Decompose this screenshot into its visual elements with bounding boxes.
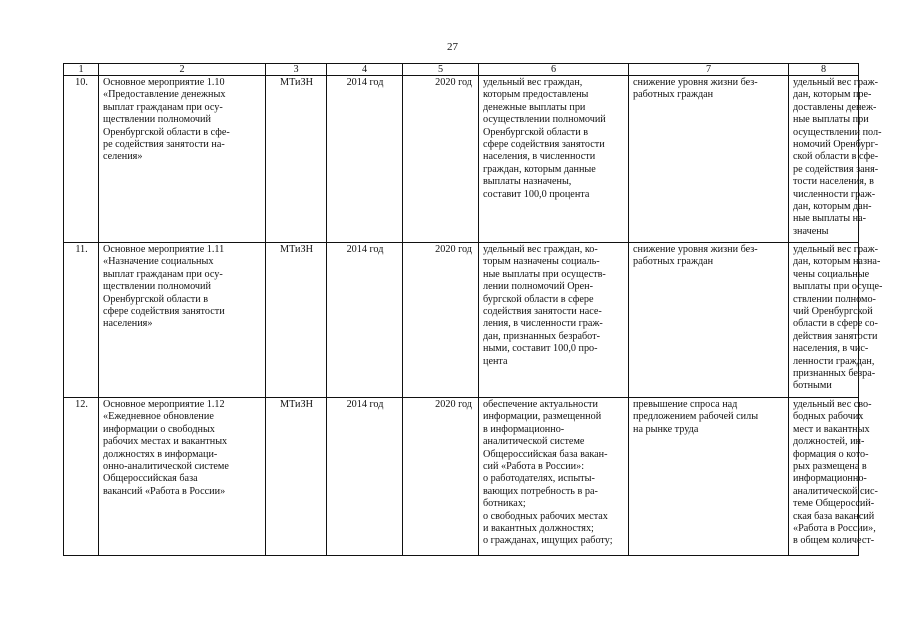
text-line: выплаты при осуще- <box>793 281 883 293</box>
text-line: сий «Работа в России»: <box>483 461 585 473</box>
text-line: мест и вакантных <box>793 423 870 435</box>
text-line: составит 100,0 процента <box>483 188 590 200</box>
text-line: в информационно- <box>483 423 565 435</box>
text-line: о свободных рабочих местах <box>483 510 608 522</box>
text-line: и вакантных должностях; <box>483 523 594 535</box>
text-line: которым предоставлены <box>483 89 589 101</box>
text-line: населения, в чис- <box>793 343 869 355</box>
text-line: работных граждан <box>633 256 714 268</box>
text-line: ществлении полномочий <box>103 281 211 293</box>
text-line: дан, которым назна- <box>793 256 881 268</box>
text-line: чий Оренбургской <box>793 306 873 318</box>
text-line: сфере содействия занятости <box>103 306 225 318</box>
text-line: ления, в численности граж- <box>483 318 603 330</box>
row-number: 12. <box>64 398 99 556</box>
column-number-row <box>64 64 859 76</box>
text-line: снижение уровня жизни без- <box>633 77 758 88</box>
text-line: удельный вес граждан, <box>483 77 583 88</box>
column-header: 1 <box>64 64 99 76</box>
text-line: ществлении полномочий <box>103 114 211 126</box>
result-cell <box>479 398 629 556</box>
text-line: ствлении полномо- <box>793 293 876 305</box>
text-line: денежные выплаты при <box>483 101 586 113</box>
text-line: предложением рабочей силы <box>633 411 759 423</box>
executor-cell: МТиЗН <box>266 76 327 243</box>
text-line: ные выплаты на- <box>793 213 867 225</box>
start-year-cell: 2014 год <box>327 243 403 398</box>
page-number: 27 <box>447 41 458 53</box>
text-line: обеспечение актуальности <box>483 399 598 410</box>
column-header: 2 <box>99 64 266 76</box>
text-line: граждан, которым данные <box>483 163 596 175</box>
column-header: 8 <box>789 64 859 76</box>
column-header: 3 <box>266 64 327 76</box>
indicator-cell <box>789 243 883 398</box>
end-year-cell: 2020 год <box>403 398 479 556</box>
text-line: удельный вес граж- <box>793 77 879 88</box>
event-cell <box>99 76 266 243</box>
text-line: тости населения, в <box>793 176 874 188</box>
text-line: «Предоставление денежных <box>103 89 226 101</box>
text-line: ленности граждан, <box>793 355 875 367</box>
executor-cell: МТиЗН <box>266 398 327 556</box>
text-line: Основное мероприятие 1.12 <box>103 399 225 410</box>
text-line: цента <box>483 355 508 367</box>
text-line: выплат гражданам при осу- <box>103 268 223 280</box>
text-line: рабочих местах и вакантных <box>103 436 228 448</box>
text-line: численности граж- <box>793 188 876 200</box>
text-line: Оренбургской области в <box>103 293 209 305</box>
column-header: 6 <box>479 64 629 76</box>
text-line: ская база вакансий <box>793 510 875 522</box>
text-line: населения» <box>103 318 153 330</box>
text-line: «Назначение социальных <box>103 256 214 268</box>
text-line: в общем количест- <box>793 535 875 547</box>
text-line: Общероссийская база <box>103 473 198 485</box>
text-line: доставлены денеж- <box>793 101 877 113</box>
text-line: информационно- <box>793 473 867 485</box>
result-cell <box>479 243 629 398</box>
text-line: Оренбургской области в <box>483 126 589 138</box>
text-line: бургской области в сфере <box>483 293 594 305</box>
text-line: информации о свободных <box>103 423 215 435</box>
text-line: вакансий «Работа в России» <box>103 485 226 497</box>
text-line: дан, которым дан- <box>793 201 872 213</box>
text-line: населения, в численности <box>483 151 596 163</box>
text-line: формация о кото- <box>793 448 869 460</box>
text-line: ными, составит 100,0 про- <box>483 343 598 355</box>
text-line: о работодателях, испыты- <box>483 473 595 485</box>
text-line: ре содействия занятости на- <box>103 139 225 151</box>
column-header: 5 <box>403 64 479 76</box>
consequences-cell <box>629 76 789 243</box>
consequences-cell <box>629 398 789 556</box>
text-line: ре содействия заня- <box>793 163 879 175</box>
executor-cell: МТиЗН <box>266 243 327 398</box>
start-year-cell: 2014 год <box>327 398 403 556</box>
text-line: рых размещена в <box>793 461 867 473</box>
end-year-cell: 2020 год <box>403 243 479 398</box>
text-line: области в сфере со- <box>793 318 878 330</box>
text-line: «Работа в России», <box>793 523 876 535</box>
text-line: аналитической сис- <box>793 485 878 497</box>
text-line: «Ежедневное обновление <box>103 411 214 423</box>
text-line: признанных безра- <box>793 368 876 380</box>
result-cell <box>479 76 629 243</box>
text-line: осуществлении полномочий <box>483 114 606 126</box>
text-line: превышение спроса над <box>633 399 738 410</box>
text-line: удельный вес сво- <box>793 399 872 410</box>
indicator-cell <box>789 76 882 243</box>
table-row <box>64 76 859 243</box>
event-cell <box>99 243 266 398</box>
text-line: осуществлении пол- <box>793 126 882 138</box>
column-header: 4 <box>327 64 403 76</box>
indicator-cell <box>789 398 878 556</box>
text-line: дан, которым пре- <box>793 89 872 101</box>
text-line: содействия занятости насе- <box>483 306 602 318</box>
row-number: 11. <box>64 243 99 398</box>
text-line: Оренбургской области в сфе- <box>103 126 230 138</box>
text-line: аналитической системе <box>483 436 585 448</box>
text-line: чены социальные <box>793 268 870 280</box>
event-cell <box>99 398 266 556</box>
text-line: Основное мероприятие 1.10 <box>103 77 225 88</box>
text-line: бодных рабочих <box>793 411 864 423</box>
row-number: 10. <box>64 76 99 243</box>
table-row <box>64 398 859 556</box>
text-line: ботниках; <box>483 498 526 510</box>
text-line: лении полномочий Орен- <box>483 281 594 293</box>
text-line: действия занятости <box>793 330 878 342</box>
text-line: Основное мероприятие 1.11 <box>103 244 225 255</box>
text-line: информации, размещенной <box>483 411 602 423</box>
text-line: выплат гражданам при осу- <box>103 101 223 113</box>
text-line: ской области в сфе- <box>793 151 879 163</box>
text-line: снижение уровня жизни без- <box>633 244 758 255</box>
text-line: сфере содействия занятости <box>483 139 605 151</box>
text-line: удельный вес граждан, ко- <box>483 244 598 255</box>
text-line: на рынке труда <box>633 423 699 435</box>
text-line: ные выплаты при <box>793 114 869 126</box>
text-line: вающих потребность в ра- <box>483 485 598 497</box>
text-line: выплаты назначены, <box>483 176 572 188</box>
text-line: работных граждан <box>633 89 714 101</box>
program-table <box>63 63 883 556</box>
start-year-cell: 2014 год <box>327 76 403 243</box>
text-line: селения» <box>103 151 143 163</box>
consequences-cell <box>629 243 789 398</box>
text-line: ботными <box>793 380 832 392</box>
text-line: о гражданах, ищущих работу; <box>483 535 613 547</box>
text-line: удельный вес граж- <box>793 244 879 255</box>
text-line: номочий Оренбург- <box>793 139 879 151</box>
text-line: онно-аналитической системе <box>103 461 229 473</box>
end-year-cell: 2020 год <box>403 76 479 243</box>
text-line: ные выплаты при осуществ- <box>483 268 606 280</box>
text-line: Общероссийская база вакан- <box>483 448 608 460</box>
text-line: торым назначены социаль- <box>483 256 600 268</box>
text-line: теме Общероссий- <box>793 498 875 510</box>
text-line: дан, признанных безработ- <box>483 330 600 342</box>
text-line: значены <box>793 225 829 237</box>
text-line: должностей, ин- <box>793 436 865 448</box>
table-row <box>64 243 859 398</box>
text-line: должностях в информаци- <box>103 448 218 460</box>
column-header: 7 <box>629 64 789 76</box>
